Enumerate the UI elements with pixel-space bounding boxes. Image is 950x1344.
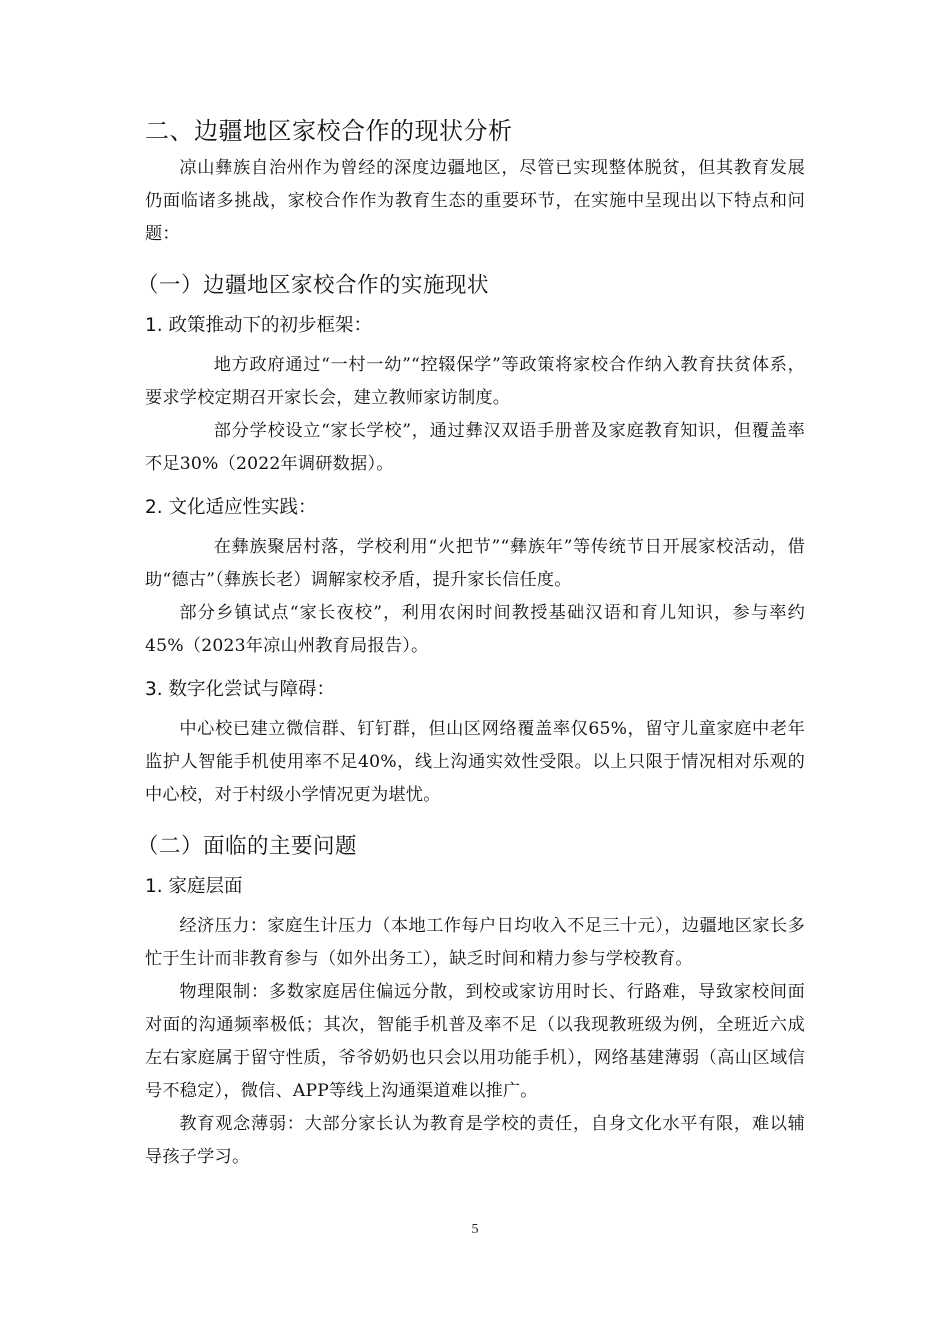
- culture-paragraph-1: 在彝族聚居村落，学校利用“火把节”“彝族年”等传统节日开展家校活动，借助“德古”（彝族长老）调解家校矛盾，提升家长信任度。: [145, 537, 805, 590]
- subsection-heading-family: 1. 家庭层面: [145, 876, 243, 897]
- section-heading-problems: （二）面临的主要问题: [137, 834, 358, 859]
- digital-paragraph: 中心校已建立微信群、钉钉群，但山区网络覆盖率仅65%，留守儿童家庭中老年监护人智能手机使用率不足40%，线上沟通实效性受限。以上只限于情况相对乐观的中心校，对于村级小学情况更为堪忧。: [145, 719, 805, 805]
- subsection-heading-digital: 3. 数字化尝试与障碍：: [145, 679, 336, 700]
- subsection-heading-policy: 1. 政策推动下的初步框架：: [145, 315, 373, 336]
- page-content: [137, 112, 805, 1174]
- subsection-heading-culture: 2. 文化适应性实践：: [145, 497, 317, 518]
- family-economic-paragraph: 经济压力：家庭生计压力（本地工作每户日均收入不足三十元），边疆地区家长多忙于生计而非教育参与（如外出务工），缺乏时间和精力参与学校教育。: [145, 916, 805, 969]
- intro-paragraph: 凉山彝族自治州作为曾经的深度边疆地区，尽管已实现整体脱贫，但其教育发展仍面临诸多挑战，家校合作作为教育生态的重要环节，在实施中呈现出以下特点和问题：: [145, 158, 805, 244]
- page-number: 5: [471, 1222, 479, 1237]
- policy-paragraph-2: 部分学校设立“家长学校”，通过彝汉双语手册普及家庭教育知识，但覆盖率不足30%（2022年调研数据）。: [145, 421, 805, 474]
- family-attitude-paragraph: 教育观念薄弱：大部分家长认为教育是学校的责任，自身文化水平有限，难以辅导孩子学习。: [145, 1114, 805, 1167]
- section-heading-implementation: （一）边疆地区家校合作的实施现状: [137, 273, 490, 298]
- culture-paragraph-2: 部分乡镇试点“家长夜校”，利用农闲时间教授基础汉语和育儿知识，参与率约45%（2023年凉山州教育局报告）。: [145, 603, 805, 656]
- family-physical-paragraph: 物理限制：多数家庭居住偏远分散，到校或家访用时长、行路难，导致家校间面对面的沟通频率极低；其次，智能手机普及率不足（以我现教班级为例，全班近六成左右家庭属于留守性质，爷爷奶奶也只会以用功能手机），网络基建薄弱（高山区域信号不稳定），微信、APP等线上沟通渠道难以推广。: [145, 982, 805, 1101]
- chapter-title: 二、边疆地区家校合作的现状分析: [145, 117, 513, 145]
- policy-paragraph-1: 地方政府通过“一村一幼”“控辍保学”等政策将家校合作纳入教育扶贫体系，要求学校定期召开家长会，建立教师家访制度。: [145, 355, 805, 408]
